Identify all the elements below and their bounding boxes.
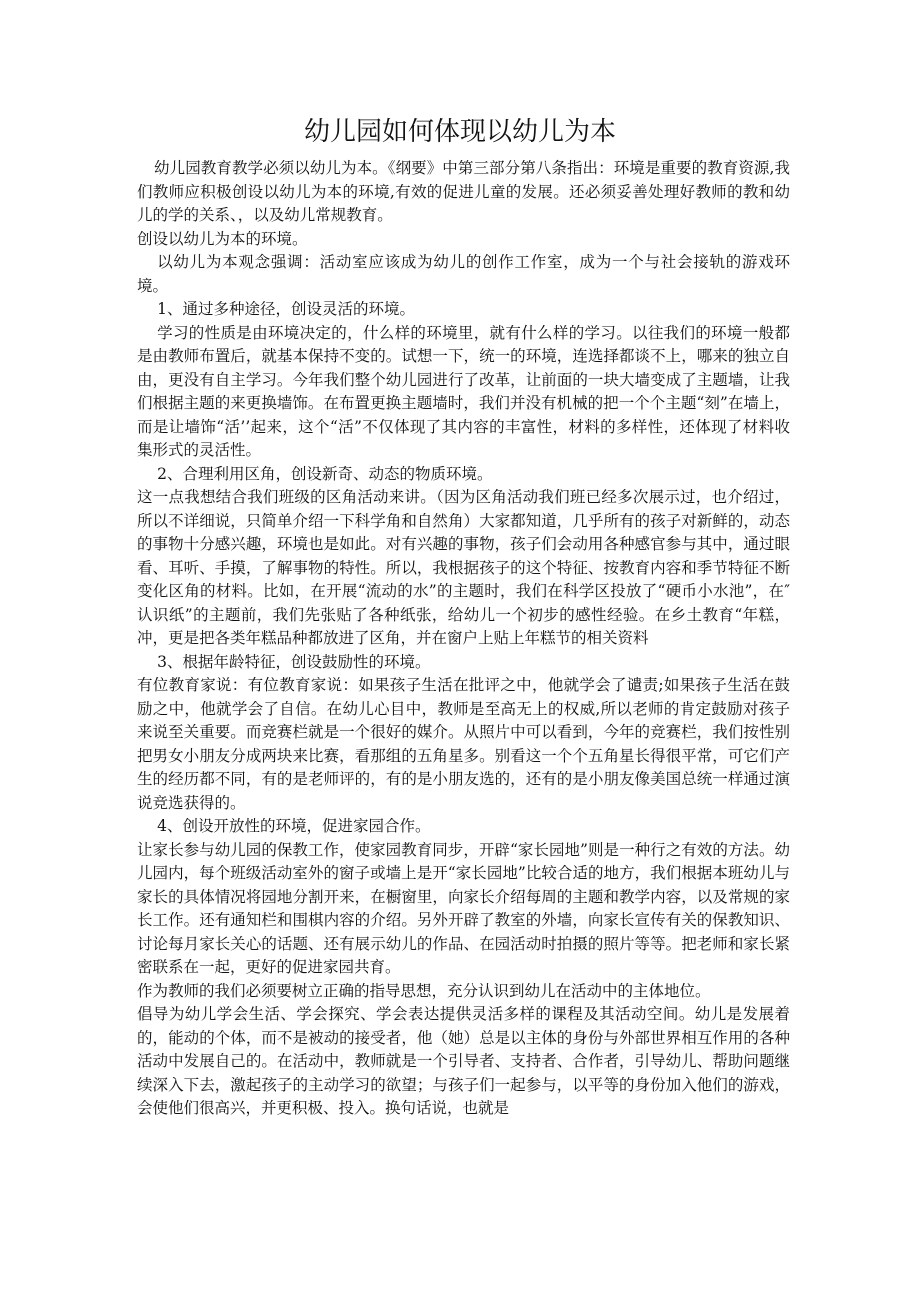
document-body: [137, 157, 790, 1121]
paragraph: 3、根据年龄特征，创设鼓励性的环境。: [157, 652, 431, 671]
paragraph: 创设以幼儿为本的环境。: [137, 229, 308, 248]
paragraph: 学习的性质是由环境决定的，什么样的环境里，就有什么样的学习。以往我们的环境一般都是由教师布置后，就基本保持不变的。试想一下，统一的环境，连选择都谈不上，哪来的独立自由，更没有自主学习。今年我们整个幼儿园进行了改革，让前面的一块大墙变成了主题墙，让我们根据主题的来更换墙饰。在布置更换主题墙时，我们并没有机械的把一个个主题“刻”在墙上，而是让墙饰“活’’起来，这个“活”不仅体现了其内容的丰富性，材料的多样性，还体现了材料收集形式的灵活性。: [137, 323, 790, 459]
paragraph: 2、合理利用区角，创设新奇、动态的物质环境。: [157, 464, 493, 483]
paragraph: 这一点我想结合我们班级的区角活动来讲。（因为区角活动我们班已经多次展示过，也介绍过，所以不详细说，只简单介绍一下科学角和自然角）大家都知道，几乎所有的孩子对新鲜的，动态的事物十分感兴趣，环境也是如此。对有兴趣的事物，孩子们会动用各种感官参与其中，通过眼看、耳听、手摸，了解事物的特性。所以，我根据孩子的这个特征、按教育内容和季节特征不断变化区角的材料。比如，在开展“流动的水”的主题时，我们在科学区投放了“硬币小水池”，在″认识纸”的主题前，我们先张贴了各种纸张，给幼儿一个初步的感性经验。在乡土教育“年糕，冲，更是把各类年糕品种都放进了区角，并在窗户上贴上年糕节的相关资料: [137, 488, 790, 647]
paragraph: 以幼儿为本观念强调：活动室应该成为幼儿的创作工作室，成为一个与社会接轨的游戏环境。: [137, 253, 790, 295]
paragraph: 倡导为幼儿学会生活、学会探究、学会表达提供灵活多样的课程及其活动空间。幼儿是发展着的，能动的个体，而不是被动的接受者，他（她）总是以主体的身份与外部世界相互作用的各种活动中发展自己的。在活动中，教师就是一个引导者、支持者、合作者，引导幼儿、帮助问题继续深入下去，激起孩子的主动学习的欲望；与孩子们一起参与，以平等的身份加入他们的游戏，会使他们很高兴，并更积极、投入。换句话说，也就是: [137, 1005, 790, 1117]
document-title: 幼儿园如何体现以幼儿为本: [303, 117, 616, 147]
paragraph: 有位教育家说：有位教育家说：如果孩子生活在批评之中，他就学会了谴责;如果孩子生活在鼓励之中，他就学会了自信。在幼儿心目中，教师是至高无上的权威,所以老师的肯定鼓励对孩子来说至关重要。而竞赛栏就是一个很好的媒介。从照片中可以看到，今年的竞赛栏，我们按性别把男女小朋友分成两块来比赛，看那组的五角星多。别看这一个个五角星长得很平常，可它们产生的经历都不同，有的是老师评的，有的是小朋友选的，还有的是小朋友像美国总统一样通过演说竞选获得的。: [137, 676, 790, 812]
paragraph: 让家长参与幼儿园的保教工作，使家园教育同步，开辟“家长园地”则是一种行之有效的方法。幼儿园内，每个班级活动室外的窗子或墙上是开“家长园地”比较合适的地方，我们根据本班幼儿与家长的具体情况将园地分割开来，在橱窗里，向家长介绍每周的主题和教学内容，以及常规的家长工作。还有通知栏和围棋内容的介绍。另外开辟了教室的外墙，向家长宣传有关的保教知识、讨论每月家长关心的话题、还有展示幼儿的作品、在园活动时拍摄的照片等等。把老师和家长紧密联系在一起，更好的促进家园共育。: [137, 840, 790, 976]
paragraph: 1、通过多种途径，创设灵活的环境。: [157, 300, 416, 318]
paragraph: 4、创设开放性的环境，促进家园合作。: [157, 817, 431, 835]
paragraph: 幼儿园教育教学必须以幼儿为本。《纲要》中第三部分第八条指出：环境是重要的教育资源,我们教师应积极创设以幼儿为本的环境,有效的促进儿童的发展。还必须妥善处理好教师的教和幼儿的学的关系、，以及幼儿常规教育。: [137, 159, 790, 224]
paragraph: 作为教师的我们必须要树立正确的指导思想，充分认识到幼儿在活动中的主体地位。: [137, 981, 711, 1000]
